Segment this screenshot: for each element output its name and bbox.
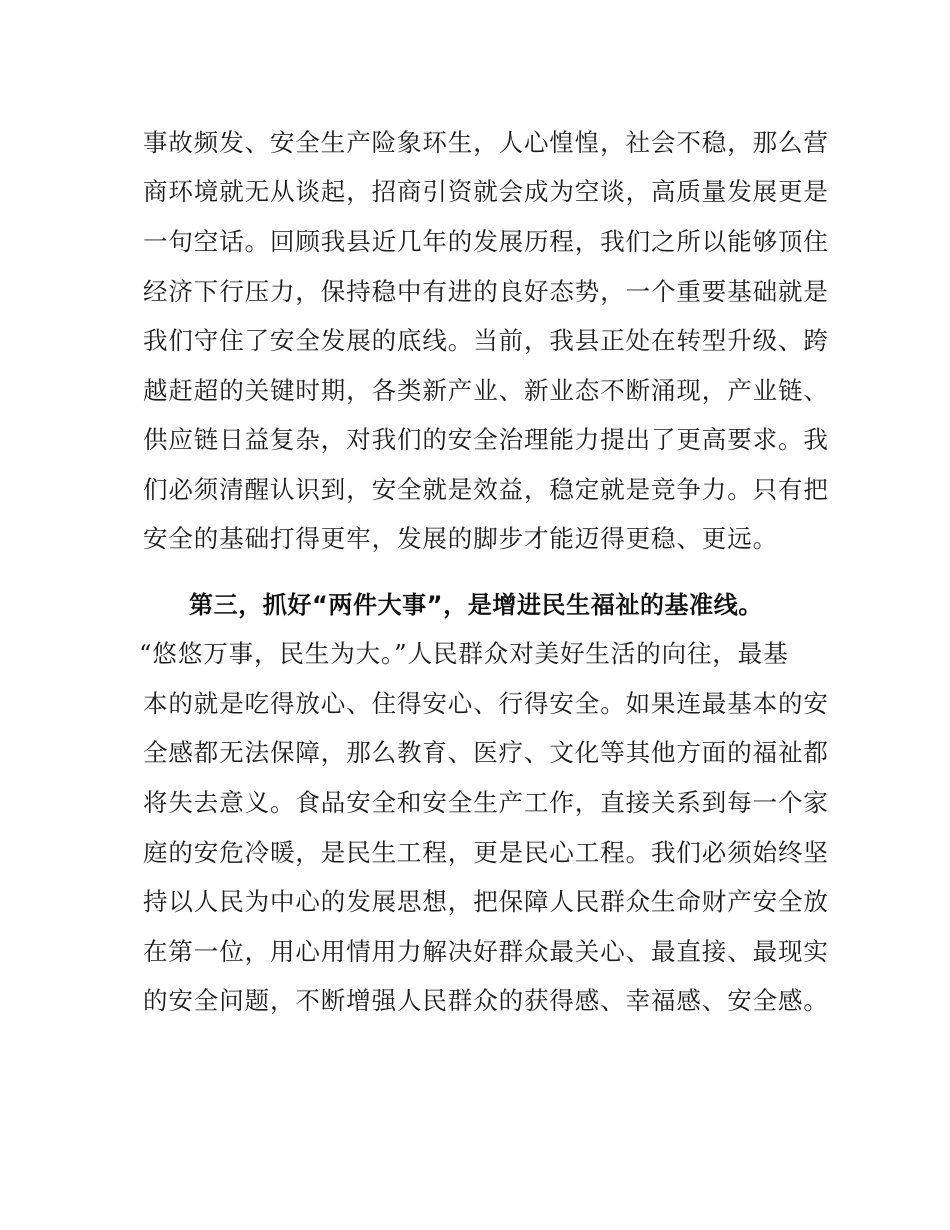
paragraph-line: 我们守住了安全发展的底线。当前，我县正处在转型升级、跨	[143, 326, 829, 355]
paragraph-line: 越赶超的关键时期，各类新产业、新业态不断涌现，产业链、	[143, 376, 829, 405]
paragraph-line: 庭的安危冷暖，是民生工程，更是民心工程。我们必须始终坚	[143, 838, 829, 867]
paragraph-line: 在第一位，用心用情用力解决好群众最关心、最直接、最现实	[143, 937, 829, 966]
section-heading: 第三，抓好“两件大事”，是增进民生福祉的基准线。	[189, 591, 763, 619]
paragraph-line: 本的就是吃得放心、住得安心、行得安全。如果连最基本的安	[143, 689, 829, 718]
paragraph-line: 持以人民为中心的发展思想，把保障人民群众生命财产安全放	[143, 887, 829, 916]
paragraph-line: 全感都无法保障，那么教育、医疗、文化等其他方面的福祉都	[143, 738, 829, 767]
paragraph-line: “悠悠万事，民生为大。”人民群众对美好生活的向往，最基	[139, 639, 789, 668]
paragraph-line: 一句空话。回顾我县近几年的发展历程，我们之所以能够顶住	[143, 227, 829, 256]
paragraph-line: 商环境就无从谈起，招商引资就会成为空谈，高质量发展更是	[143, 177, 829, 206]
paragraph-line: 们必须清醒认识到，安全就是效益，稳定就是竞争力。只有把	[143, 475, 829, 504]
paragraph-line: 事故频发、安全生产险象环生，人心惶惶，社会不稳，那么营	[143, 128, 829, 157]
paragraph-line: 的安全问题，不断增强人民群众的获得感、幸福感、安全感。	[143, 986, 829, 1015]
paragraph-line: 经济下行压力，保持稳中有进的良好态势，一个重要基础就是	[143, 277, 829, 306]
paragraph-line: 安全的基础打得更牢，发展的脚步才能迈得更稳、更远。	[143, 524, 778, 553]
paragraph-line: 将失去意义。食品安全和安全生产工作，直接关系到每一个家	[143, 788, 829, 817]
paragraph-line: 供应链日益复杂，对我们的安全治理能力提出了更高要求。我	[143, 425, 829, 454]
